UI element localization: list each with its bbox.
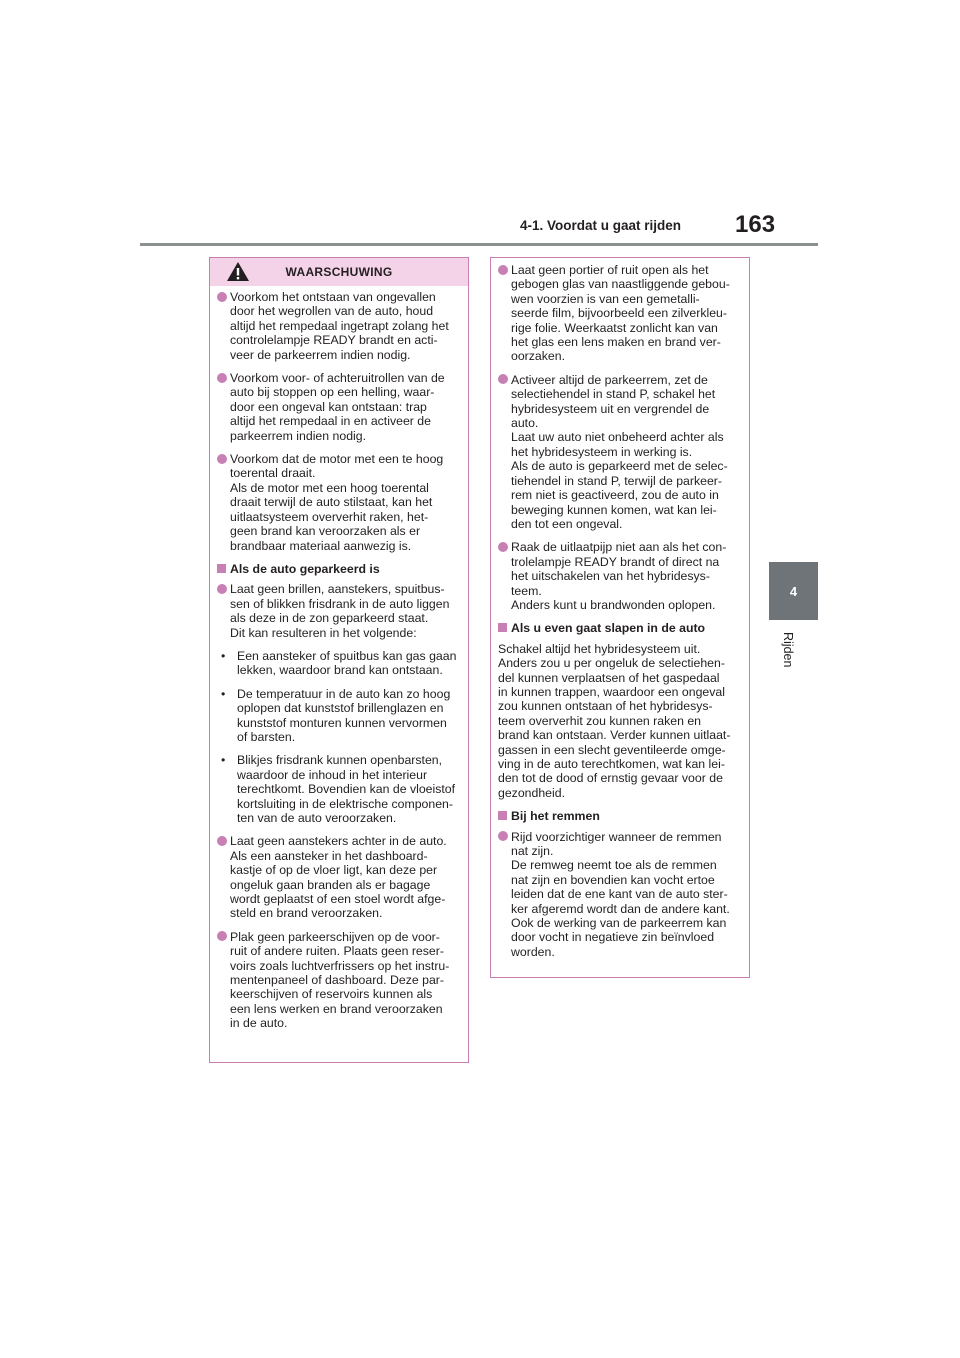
page-number: 163 xyxy=(735,211,776,238)
list-item: Laat geen portier of ruit open als het gebogen glas van naastliggende gebou- wen voorzien is van een gemetalli- seerde film, bijvoorbeeld een zilverkleu- rige folie. Weerkaatst zonlicht kan van het glas een lens maken en brand ver- oorzaken. xyxy=(498,263,744,364)
sub-list-item: • Een aansteker of spuitbus kan gas gaan lekken, waardoor brand kan ontstaan. xyxy=(221,648,457,678)
list-item: Activeer altijd de parkeerrem, zet de selectiehendel in stand P, schakel het hybridesysteem uit en vergrendel de auto. Laat uw auto niet onbeheerd achter als het hybridesysteem in werking is. Als de auto is geparkeerd met de selec- tiehendel in stand P, terwijl de parkeer- rem niet is geactiveerd, zou de auto in beweging kunnen komen, wat kan lei- den tot een ongeval. xyxy=(498,373,744,531)
warning-title: WAARSCHUWING xyxy=(285,265,393,279)
warning-box xyxy=(209,257,469,1063)
bullet-dot xyxy=(217,931,227,941)
section-title: 4-1. Voordat u gaat rijden xyxy=(520,218,682,233)
header-divider xyxy=(140,243,818,246)
chapter-label: Rijden xyxy=(781,632,795,668)
bullet-dot xyxy=(498,542,508,552)
list-item: Laat geen aanstekers achter in de auto. Als een aansteker in het dashboard- kastje of op de vloer ligt, kan deze per ongeluk gaan branden als er bagage wordt geplaatst of een stoel wordt afge- steld en brand veroorzaken. xyxy=(217,834,463,920)
section-heading: Bij het remmen xyxy=(498,809,744,823)
bullet-dot xyxy=(498,374,508,384)
warning-header xyxy=(210,258,468,286)
list-item: Voorkom het ontstaan van ongevallen door het wegrollen van de auto, houd altijd het rempedaal ingetrapt zolang het controlelampje READY brandt en acti- veer de parkeerrem indien nodig. xyxy=(217,290,463,362)
square-marker xyxy=(498,811,507,820)
bullet-dot xyxy=(498,831,508,841)
sub-list-item: • Blikjes frisdrank kunnen openbarsten, waardoor de inhoud in het interieur terechtkomt. Bovendien kan de vloeistof kortsluiting in de elektrische componen- ten van de auto veroorzaken. xyxy=(221,753,456,825)
bullet-dot xyxy=(498,265,508,275)
list-item: Voorkom voor- of achteruitrollen van de auto bij stoppen op een helling, waar- door een ongeval kan ontstaan: trap altijd het rempedaal in en activeer de parkeerrem indien nodig. xyxy=(217,371,463,443)
sub-list-item: • De temperatuur in de auto kan zo hoog oplopen dat kunststof brillenglazen en kunststof monturen kunnen vervormen of barsten. xyxy=(221,686,451,744)
bullet-dot xyxy=(217,836,227,846)
list-item: Plak geen parkeerschijven op de voor- ruit of andere ruiten. Plaats geen reser- voirs zoals luchtverfrissers op het instru- mentenpaneel of dashboard. Deze par- keerschijven of reservoirs kunnen als een lens werken en brand veroorzaken in de auto. xyxy=(217,930,463,1031)
bullet-dot xyxy=(217,373,227,383)
chapter-number: 4 xyxy=(789,583,798,599)
section-heading: Als de auto geparkeerd is xyxy=(217,562,463,576)
bullet-dot xyxy=(217,292,227,302)
bullet-dot xyxy=(217,454,227,464)
section-heading: Als u even gaat slapen in de auto xyxy=(498,621,744,635)
paragraph: Schakel altijd het hybridesysteem uit. Anders zou u per ongeluk de selectiehen- del kunnen verplaatsen of het gaspedaal in kunnen trappen, waardoor een ongeval zou kunnen ontstaan of het hybridesys- teem oververhit zou kunnen raken en brand kan ontstaan. Verder kunnen uitlaat- gassen in een slecht geventileerde omge- ving in de auto terechtkomen, wat kan lei- den tot de dood of ernstig gevaar voor de gezondheid. xyxy=(498,641,731,800)
list-item: Voorkom dat de motor met een te hoog toerental draait. Als de motor met een hoog toerental draait terwijl de auto stilstaat, kan het uitlaatsysteem oververhit raken, het- geen brand kan veroorzaken als er brandbaar materiaal aanwezig is. xyxy=(217,452,463,553)
list-item: Rijd voorzichtiger wanneer de remmen nat zijn. De remweg neemt toe als de remmen nat zijn en bovendien kan vocht ertoe leiden dat de ene kant van de auto ster- ker afgeremd wordt dan de andere kant. Ook de werking van de parkeerrem kan door vocht in negatieve zin beïnvloed worden. xyxy=(498,830,744,960)
bullet-dot xyxy=(217,584,227,594)
chapter-tab xyxy=(769,562,818,620)
warning-box-continued xyxy=(490,257,750,978)
warning-triangle-icon xyxy=(226,261,250,282)
square-marker xyxy=(498,623,507,632)
list-item: Laat geen brillen, aanstekers, spuitbus- sen of blikken frisdrank in de auto liggen als deze in de zon geparkeerd staat. Dit kan resulteren in het volgende: xyxy=(217,582,463,640)
list-item: Raak de uitlaatpijp niet aan als het con- trolelampje READY brandt of direct na het uitschakelen van het hybridesys- teem. Anders kunt u brandwonden oplopen. xyxy=(498,540,744,612)
square-marker xyxy=(217,564,226,573)
